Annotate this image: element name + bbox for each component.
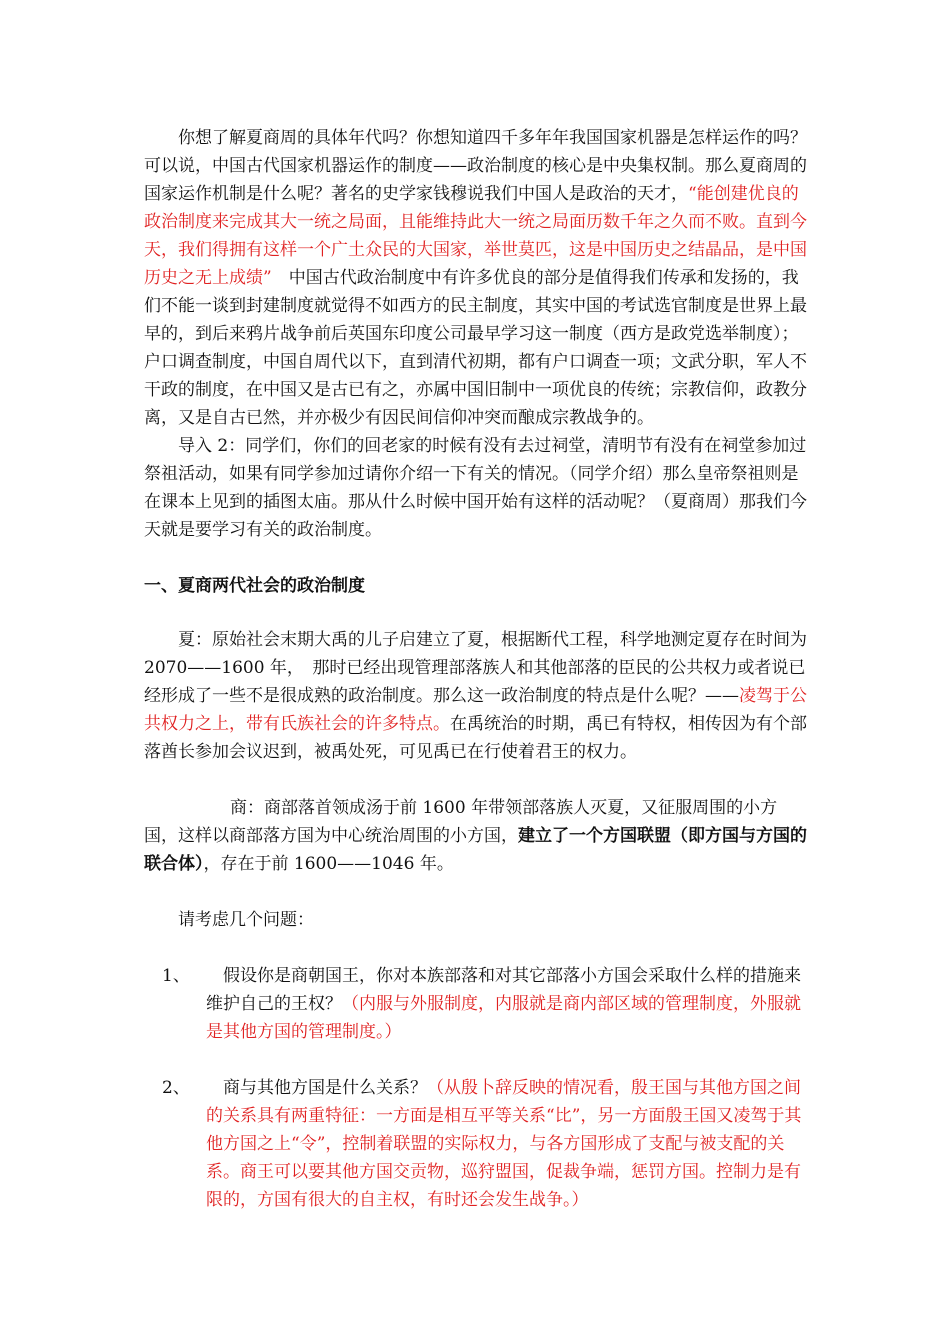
question-text: 假设你是商朝国王，你对本族部落和对其它部落小方国会采取什么样的措施来维护自己的王权？: [206, 966, 801, 1014]
intro-paragraph-2: 导入 2：同学们，你们的回老家的时候有没有去过祠堂，清明节有没有在祠堂参加过祭祖活动，如果有同学参加过请你介绍一下有关的情况。（同学介绍）那么皇帝祭祖则是在课本上见到的插图太庙。那从什么时候中国开始有这样的活动呢？（夏商周）那我们今天就是要学习有关的政治制度。: [144, 436, 807, 540]
shang-bold-text: 建立了一个方国联盟（即方国与方国的联合体）: [144, 826, 807, 874]
questions-prompt: 请考虑几个问题：: [178, 910, 314, 930]
question-body: [206, 962, 809, 1046]
intro-text-a: 你想了解夏商周的具体年代吗？你想知道四千多年年我国国家机器是怎样运作的吗？ 可以说，中国古代国家机器运作的制度——政治制度的核心是中央集权制。那么夏商周的国家运作机制是什么呢？著名的史学家钱穆说我们中国人是政治的天才，: [144, 128, 841, 204]
shang-text-b: ，存在于前 1600——1046 年。: [203, 854, 454, 874]
question-answer: （内服与外服制度，内服就是商内部区域的管理制度，外服就是其他方国的管理制度。）: [206, 994, 801, 1042]
document-page: [144, 124, 841, 1214]
question-number: 2、: [162, 1078, 190, 1098]
xia-text-a: 夏：原始社会末期大禹的儿子启建立了夏，根据断代工程，科学地测定夏存在时间为 2070——1600 年， 那时已经出现管理部落族人和其他部落的臣民的公共权力或者说已经形成了一些不是很成熟的政治制度。那么这一政治制度的特点是什么呢？——: [144, 630, 807, 706]
question-text: 商与其他方国是什么关系？: [223, 1078, 427, 1098]
question-answer: （从殷卜辞反映的情况看，殷王国与其他方国之间的关系具有两重特征：一方面是相互平等关系“比”，另一方面殷王国又凌驾于其他方国之上“令”，控制着联盟的实际权力，与各方国形成了支配与被支配的关系。商王可以要其他方国交贡物，巡狩盟国，促裁争端，惩罚方国。控制力是有限的，方国有很大的自主权，有时还会发生战争。）: [206, 1078, 802, 1210]
intro-text-b: 中国古代政治制度中有许多优良的部分是值得我们传承和发扬的，我们不能一谈到封建制度就觉得不如西方的民主制度，其实中国的考试选官制度是世界上最早的，到后来鸦片战争前后英国东印度公司最早学习这一制度（西方是政党选举制度）；户口调查制度，中国自周代以下，直到清代初期，都有户口调查一项；文武分职，军人不干政的制度，在中国又是古已有之，亦属中国旧制中一项优良的传统；宗教信仰，政教分离，又是自古已然，并亦极少有因民间信仰冲突而酿成宗教战争的。: [144, 268, 807, 428]
xia-highlight: 凌驾于公共权力之上，带有氏族社会的许多特点。: [144, 686, 807, 734]
xia-text-b: 在禹统治的时期，禹已有特权，相传因为有个部落酋长参加会议迟到，被禹处死，可见禹已在行使着君王的权力。: [144, 714, 807, 762]
qian-mu-quote: “能创建优良的政治制度来完成其大一统之局面，且能维持此大一统之局面历数千年之久而不败。直到今天，我们得拥有这样一个广土众民的大国家，举世莫匹，这是中国历史之结晶品，是中国历史之无上成绩”: [144, 184, 807, 288]
question-body: [206, 1074, 809, 1214]
section-heading: 一、夏商两代社会的政治制度: [144, 576, 365, 596]
question-item: [162, 962, 809, 1046]
shang-text-a: 商：商部落首领成汤于前 1600 年带领部落族人灭夏，又征服周围的小方国，这样以商部落方国为中心统治周围的小方国，: [144, 798, 778, 846]
question-number: 1、: [162, 966, 190, 986]
question-item: [162, 1074, 809, 1214]
xia-paragraph: [144, 626, 809, 766]
intro-paragraph-1: [144, 124, 841, 432]
shang-paragraph: [144, 794, 809, 878]
